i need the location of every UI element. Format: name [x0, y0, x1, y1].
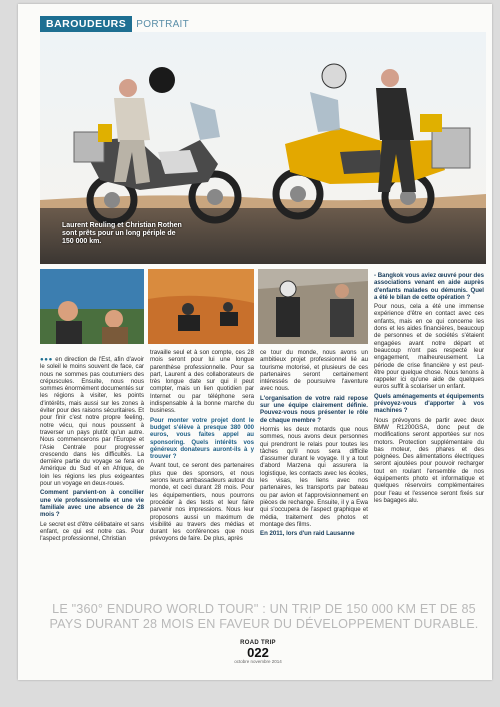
paragraph: Nous prévoyons de partir avec deux BMW R1200GSA, donc peut de modifications seront apportées sur nos motors. Protection supplémentaire du bas moteur, des phares et des poignées. Des alimentations électriques seront ajoutées pour pouvoir recharger tout en roulant l'ensemble de nos équipements photo et informatique et quelques réservoirs complémentaires pour l'eau et l'essence seront fixés sur les bagages alu. [374, 416, 484, 504]
text-column-1: ●●● en direction de l'Est, afin d'avoir le soleil le moins souvent de face, car nous ne sommes pas coutumiers des crépuscules. Ensuite, nous nous sommes énormément documentés sur les régions à visiter, les points d'intérêts, mais aussi sur les zones à éviter pour des raisons sécuritaires. Et pour finir c'est notre propre feeling, notre vécu, qui nous poussent à traverser un pays plutôt qu'un autre. Nous commencerons par l'Europe et l'Asie Centrale pour progresser crescendo dans les difficultés. La dernière partie du voyage se fera en Amérique du Sud et en Afrique, de loin les régions les plus exigeantes pour un voyage en deux-roues. Comment parvient-on à concilier une vie professionnelle et une vie familiale avec une absence de 28 mois ? Le secret est d'être célibataire et sans enfant, ce qui est notre cas. Pour l'aspect professionnel, Christian [40, 356, 144, 543]
interview-question: Pour monter votre projet dont le budget s'élève à presque 380 000 euros, vous faites appel au sponsoring. Quels intérêts vos généreux donateurs auront-ils à y trouver ? [150, 416, 254, 461]
section-header [40, 16, 189, 32]
hero-photo [40, 32, 486, 264]
interview-question: Comment parvient-on à concilier une vie professionnelle et une vie familiale avec une absence de 28 mois ? [40, 489, 144, 519]
text-column-4 [374, 272, 484, 596]
paragraph: ce tour du monde, nous avons un ambitieux projet professionnel lié au tourisme motorisé, et plusieurs de ces partenaires seront certainement intéressés de poursuivre l'aventure avec nous. [260, 349, 368, 393]
thumbnail-photo-riders [258, 269, 368, 344]
text-column-3 [260, 349, 368, 596]
text-column-2 [150, 349, 254, 596]
interview-question: L'organisation de votre raid repose sur une équipe clairement définie. Pouvez-vous nous présenter le rôle de chaque membre ? [260, 394, 368, 424]
interview-question: En 2011, lors d'un raid Lausanne [260, 530, 355, 538]
paragraph: en direction de l'Est, afin d'avoir le soleil le moins souvent de face, car nous ne sommes pas coutumiers des crépuscules. Ensuite, nous nous sommes énormément documentés sur les régions à visiter, les points d'intérêts, mais aussi sur les zones à éviter pour des raisons sécuritaires. Et pour finir c'est notre propre feeling, notre vécu, qui nous poussent à traverser un pays plutôt qu'un autre. Nous commencerons par l'Europe et l'Asie Centrale pour progresser crescendo dans les difficultés. La dernière partie du voyage se fera en Amérique du Sud et en Afrique, de loin les régions les plus exigeantes pour un voyage en deux-roues. [40, 356, 144, 488]
magazine-page [18, 4, 492, 680]
paragraph: Pour nous, cela a été une immense expérience d'être en contact avec ces enfants, mais en ce qui concerne les dons et les aides financières, beaucoup de personnes et de sociétés s'étaient engagées avant notre départ et beaucoup n'ont pas respecté leur engagement, malheureusement. La période de crise financière y est peut-être pour quelque chose. Nous tenons à rappeler ici qu'une aide de quelques euros suffit à scolariser un enfant. [374, 303, 484, 391]
page-footer [228, 640, 288, 664]
thumbnail-photo-group [40, 269, 144, 344]
interview-question: Quels aménagements et équipements prévoyez-vous d'apporter à vos machines ? [374, 392, 484, 415]
paragraph: Avant tout, ce seront des partenaires plus que des sponsors, et nous serons leurs ambassadeurs autour du monde, et ceci durant 28 mois. Pour les équipementiers, nous pourrons procéder à des tests et leur faire parvenir nos impressions. Nous leur proposons aussi un maximum de visibilité au travers des médias et durant les conférences que nous prévoyons de faire. De plus, après [150, 462, 254, 543]
paragraph: Le secret est d'être célibataire et sans enfant, ce qui est notre cas. Pour l'aspect professionnel, Christian [40, 520, 144, 543]
rubric-label: BAROUDEURS [40, 16, 132, 32]
pull-quote: LE "360° ENDURO WORLD TOUR" : UN TRIP DE 150 000 KM ET DE 85 PAYS DURANT 28 MOIS EN FAVEUR DU DÉVELOPPEMENT DURABLE. [49, 602, 479, 631]
paragraph: Hormis les deux motards que nous sommes, nous avons deux personnes qui prendront le relais pour toutes les tâches qu'il nous sera difficile d'assumer durant le voyage. Il y a tout d'abord Marzena qui assurera la logistique, les contacts avec les écoles, les visas, les liens avec nos partenaires, les transports par bateau ou par avion et l'approvisionnement en pièces de rechange. Ensuite, il y a Ewa qui s'occupera de l'aspect graphique et média, traitement des photos et montage des films. [260, 425, 368, 528]
page-number: 022 [247, 645, 269, 660]
section-label: PORTRAIT [136, 18, 190, 30]
issue-date: octobre novembre 2014 [234, 659, 282, 664]
paragraph: travaille seul et à son compte, ces 28 mois seront pour lui une longue parenthèse professionnelle. Pour sa part, Laurent a des collaborateurs de très longue date sur qui il peut compter, mais un lien quotidien par Internet ou par téléphone sera indispensable à la bonne marche du business. [150, 349, 254, 415]
interview-question: - Bangkok vous aviez œuvré pour des associations venant en aide auprès d'enfants malades ou démunis. Quel a été le bilan de cette opération ? [374, 272, 484, 301]
photo-caption: Laurent Reuling et Christian Rothen sont prêts pour un long périple de 150 000 km. [62, 222, 182, 245]
magazine-brand: ROAD TRIP [240, 640, 276, 646]
thumbnail-photo-desert [148, 269, 254, 344]
